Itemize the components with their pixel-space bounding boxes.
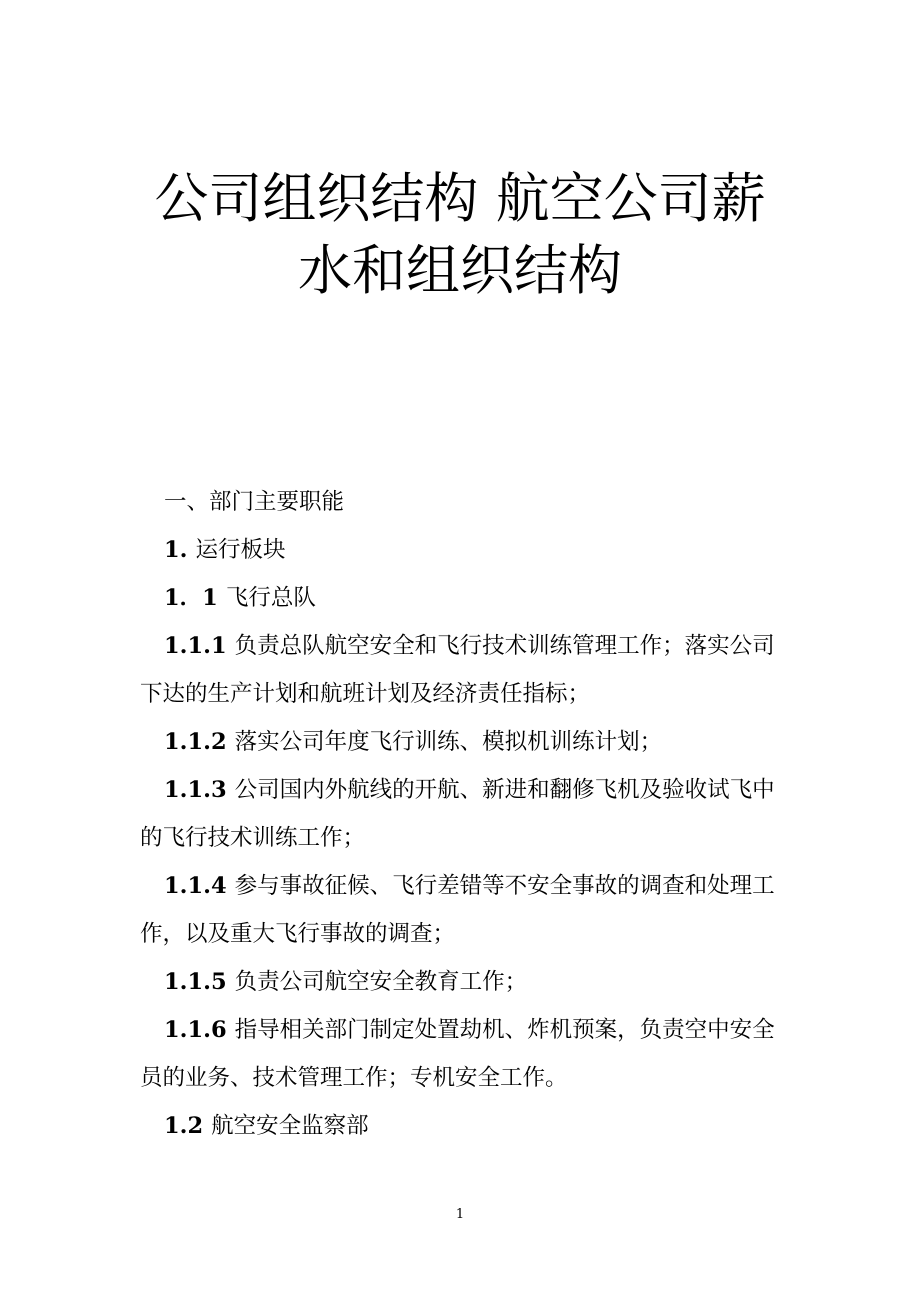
para-number: 1.1.3 (164, 777, 227, 803)
list-item (140, 526, 782, 574)
para-text: 公司国内外航线的开航、新进和翻修飞机及验收试飞中的飞行技术训练工作； (140, 777, 775, 851)
para-number: 1.2 (164, 1113, 204, 1139)
para-text: 落实公司年度飞行训练、模拟机训练计划； (234, 729, 663, 755)
para-number: 1. (164, 537, 188, 563)
para-number: 1.1.4 (164, 873, 227, 899)
para-text: 参与事故征候、飞行差错等不安全事故的调查和处理工作，以及重大飞行事故的调查； (140, 873, 775, 947)
list-item (140, 718, 782, 766)
page-number: 1 (455, 1207, 465, 1222)
list-item (140, 622, 782, 718)
list-item (140, 1006, 782, 1102)
para-number: 1.1.5 (164, 969, 227, 995)
para-text: 负责公司航空安全教育工作； (234, 969, 528, 995)
para-text: 指导相关部门制定处置劫机、炸机预案，负责空中安全员的业务、技术管理工作；专机安全工作。 (140, 1017, 775, 1091)
para-text: 飞行总队 (225, 585, 316, 611)
para-number: 1.1.1 (164, 633, 227, 659)
section-heading (140, 478, 782, 526)
para-text: 运行板块 (195, 537, 286, 563)
para-text: 航空安全监察部 (211, 1113, 369, 1139)
list-item (140, 766, 782, 862)
para-number: 1.1.6 (164, 1017, 227, 1043)
para-text: 负责总队航空安全和飞行技术训练管理工作；落实公司下达的生产计划和航班计划及经济责任指标； (140, 633, 775, 707)
document-title (0, 163, 920, 307)
list-item (140, 1102, 782, 1150)
list-item (140, 958, 782, 1006)
list-item (140, 862, 782, 958)
para-number: 1．1 (164, 585, 218, 611)
para-text: 一、部门主要职能 (164, 489, 345, 515)
para-number: 1.1.2 (164, 729, 227, 755)
title-line-2: 水和组织结构 (298, 239, 622, 302)
title-line-1: 公司组织结构 航空公司薪 (154, 167, 766, 230)
list-item (140, 574, 782, 622)
document-body (140, 478, 782, 1150)
